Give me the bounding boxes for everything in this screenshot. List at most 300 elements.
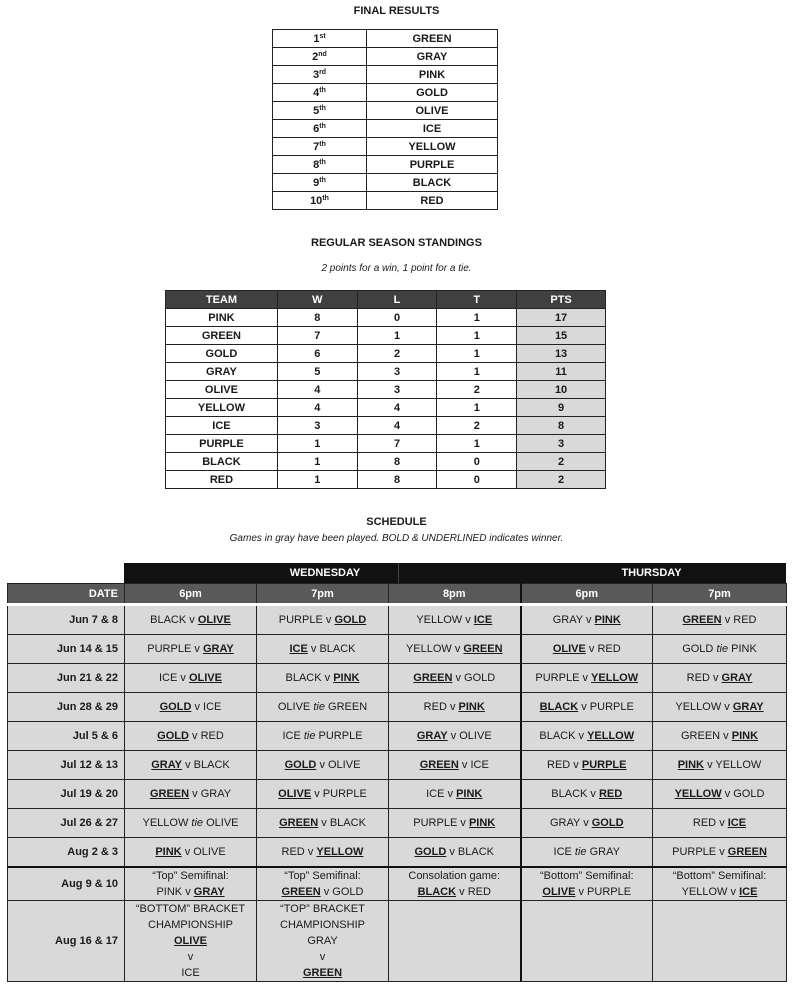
versus: tie: [574, 846, 587, 858]
team-b: GOLD: [334, 614, 367, 626]
versus: v: [194, 701, 200, 713]
versus: v: [578, 730, 584, 742]
standings-cell: 1: [277, 453, 357, 471]
game-cell: [653, 780, 787, 809]
matchup: [257, 844, 388, 860]
versus: v: [581, 701, 587, 713]
standings-header-pts: PTS: [517, 291, 606, 309]
team-a: GREEN: [413, 672, 453, 684]
team-cell: GOLD: [367, 84, 498, 102]
team-b: RED: [200, 730, 224, 742]
team-b: PINK: [594, 614, 621, 626]
schedule-note: Games in gray have been played. BOLD & UNDERLINED indicates winner.: [229, 533, 564, 544]
team-a: OLIVE: [173, 935, 207, 947]
team-a: BLACK: [551, 788, 588, 800]
matchup: [125, 844, 256, 860]
matchup: [389, 844, 520, 860]
game-cell: [389, 664, 521, 693]
matchup: [125, 884, 256, 900]
matchup: [125, 699, 256, 715]
versus: v: [460, 817, 466, 829]
schedule-row: [8, 751, 787, 780]
standings-cell: 1: [277, 435, 357, 453]
versus: v: [449, 846, 455, 858]
place-cell: [273, 84, 367, 102]
standings-cell: YELLOW: [166, 399, 278, 417]
game-cell: [257, 722, 389, 751]
team-a: GRAY: [416, 730, 448, 742]
standings-header-t: T: [437, 291, 517, 309]
matchup: [389, 728, 520, 744]
team-b: BLACK: [457, 846, 494, 858]
game-cell: [257, 838, 389, 868]
standings-cell: GREEN: [166, 327, 278, 345]
team-a: GREEN: [149, 788, 190, 800]
matchup: [653, 612, 786, 628]
day-label-wednesday: WEDNESDAY: [289, 567, 361, 579]
game-label-2: CHAMPIONSHIP: [148, 919, 233, 931]
standings-cell: 1: [437, 363, 517, 381]
place-suffix: th: [319, 86, 326, 94]
standings-cell: 0: [437, 453, 517, 471]
standings-row: [166, 435, 606, 453]
versus: v: [321, 817, 327, 829]
team-a: YELLOW: [675, 701, 722, 713]
versus: v: [319, 759, 325, 771]
team-a: BLACK: [285, 672, 322, 684]
team-a: YELLOW: [142, 817, 189, 829]
team-b: PINK: [731, 643, 757, 655]
team-a: BLACK: [539, 701, 579, 713]
team-b: RED: [733, 614, 757, 626]
team-b: GREEN: [727, 846, 767, 858]
team-a: GRAY: [307, 935, 338, 947]
team-a: PURPLE: [535, 672, 580, 684]
team-b: YELLOW: [591, 672, 639, 684]
game-cell: [653, 722, 787, 751]
standings-cell: 3: [517, 435, 606, 453]
game-cell: [125, 751, 257, 780]
schedule-date: Jul 5 & 6: [8, 722, 125, 751]
game-cell: [125, 635, 257, 664]
matchup: [522, 670, 653, 686]
game-cell: [521, 867, 653, 901]
team-a: OLIVE: [552, 643, 586, 655]
schedule-date: Aug 16 & 17: [8, 901, 125, 982]
schedule-date: Jun 7 & 8: [8, 605, 125, 635]
game-cell: [653, 751, 787, 780]
matchup: [257, 670, 388, 686]
standings-header-team: TEAM: [166, 291, 278, 309]
game-cell: [521, 605, 653, 635]
game-cell: [125, 780, 257, 809]
versus: v: [180, 672, 186, 684]
team-a: PINK: [155, 846, 182, 858]
team-b: PINK: [333, 672, 360, 684]
team-a: PURPLE: [278, 614, 323, 626]
standings-cell: 13: [517, 345, 606, 363]
standings-cell: 1: [277, 471, 357, 489]
team-b: GOLD: [332, 886, 364, 898]
matchup: [389, 612, 520, 628]
final-results-row: [273, 30, 498, 48]
standings-header-l: L: [357, 291, 437, 309]
game-cell: [257, 664, 389, 693]
schedule-date: Jun 21 & 22: [8, 664, 125, 693]
game-cell: [653, 838, 787, 868]
versus: v: [585, 614, 592, 626]
standings-cell: 4: [357, 399, 437, 417]
matchup: [522, 699, 653, 715]
matchup: [257, 612, 388, 628]
team-b: PINK: [458, 701, 485, 713]
team-a: OLIVE: [278, 788, 312, 800]
team-b: ICE: [181, 967, 200, 979]
matchup: [125, 641, 256, 657]
versus: v: [192, 788, 198, 800]
matchup: [653, 844, 786, 860]
game-label: “Bottom” Semifinal:: [672, 870, 767, 882]
matchup: [257, 728, 388, 744]
game-label: “Top” Semifinal:: [152, 870, 229, 882]
matchup: [257, 815, 388, 831]
final-results-title: FINAL RESULTS: [353, 5, 440, 17]
schedule-date: Jun 28 & 29: [8, 693, 125, 722]
team-a: ICE: [426, 788, 445, 800]
place-number: 3: [312, 68, 320, 81]
standings-title: REGULAR SEASON STANDINGS: [311, 237, 482, 249]
game-cell: [653, 664, 787, 693]
team-cell: GRAY: [367, 48, 498, 66]
team-b: ICE: [473, 614, 493, 626]
standings-cell: 15: [517, 327, 606, 345]
standings-cell: PURPLE: [166, 435, 278, 453]
standings-cell: 2: [437, 417, 517, 435]
team-a: RED: [423, 701, 447, 713]
team-b: BLACK: [329, 817, 366, 829]
place-number: 8: [313, 158, 320, 171]
team-b: BLACK: [193, 759, 230, 771]
place-cell: [273, 156, 367, 174]
team-a: GREEN: [281, 886, 321, 898]
game-label: “Bottom” Semifinal:: [539, 870, 634, 882]
team-b: YELLOW: [715, 759, 762, 771]
team-b: OLIVE: [459, 730, 492, 742]
team-b: RED: [597, 643, 621, 655]
versus: v: [590, 788, 596, 800]
team-a: GREEN: [682, 614, 722, 626]
place-suffix: th: [319, 158, 326, 166]
schedule-date: Jul 19 & 20: [8, 780, 125, 809]
standings-cell: 8: [357, 471, 437, 489]
versus: v: [730, 886, 736, 898]
place-number: 9: [313, 176, 320, 189]
team-a: ICE: [289, 643, 308, 655]
matchup: [653, 786, 786, 802]
team-b: GRAY: [193, 886, 225, 898]
schedule-col-header: 6pm: [521, 584, 653, 605]
standings-cell: 7: [357, 435, 437, 453]
matchup: [653, 699, 786, 715]
versus: v: [310, 643, 317, 655]
place-cell: [273, 174, 367, 192]
standings-cell: 1: [437, 399, 517, 417]
matchup: [522, 757, 653, 773]
game-cell: [125, 722, 257, 751]
game-cell: [389, 605, 521, 635]
game-cell: [521, 693, 653, 722]
game-cell: [257, 901, 389, 982]
team-b: GOLD: [464, 672, 496, 684]
team-b: GREEN: [302, 967, 343, 979]
standings-row: [166, 471, 606, 489]
place-number: 2: [312, 50, 319, 63]
team-a: RED: [547, 759, 571, 771]
standings-cell: 1: [437, 327, 517, 345]
team-b: PURPLE: [589, 701, 634, 713]
team-a: YELLOW: [416, 614, 463, 626]
game-label: “Top” Semifinal:: [284, 870, 361, 882]
standings-row: [166, 399, 606, 417]
standings-cell: 8: [357, 453, 437, 471]
matchup: [257, 786, 388, 802]
standings-cell: GOLD: [166, 345, 278, 363]
matchup: [653, 728, 786, 744]
versus: v: [573, 759, 579, 771]
versus: v: [323, 886, 330, 898]
final-results-row: [273, 120, 498, 138]
versus: v: [582, 672, 588, 684]
team-a: GRAY: [151, 759, 183, 771]
standings-row: [166, 309, 606, 327]
team-a: YELLOW: [674, 788, 722, 800]
final-results-row: [273, 138, 498, 156]
matchup: [522, 786, 653, 802]
matchup: [522, 641, 653, 657]
game-label: Consolation game:: [408, 870, 501, 882]
team-cell: RED: [367, 192, 498, 210]
team-a: OLIVE: [542, 886, 576, 898]
versus: v: [724, 788, 731, 800]
matchup: [522, 884, 653, 900]
team-cell: BLACK: [367, 174, 498, 192]
matchup: [653, 641, 786, 657]
game-cell: [125, 809, 257, 838]
team-a: RED: [281, 846, 305, 858]
schedule-row: [8, 809, 787, 838]
team-b: YELLOW: [316, 846, 364, 858]
standings-cell: ICE: [166, 417, 278, 435]
matchup: [522, 612, 653, 628]
day-header-thursday: [399, 563, 786, 583]
team-a: RED: [692, 817, 717, 829]
matchup: [522, 728, 653, 744]
schedule-day-header: [124, 563, 786, 583]
standings-cell: 1: [357, 327, 437, 345]
team-b: OLIVE: [328, 759, 361, 771]
standings-cell: 7: [277, 327, 357, 345]
standings-cell: 10: [517, 381, 606, 399]
team-b: PURPLE: [581, 759, 627, 771]
final-results-row: [273, 66, 498, 84]
matchup: [125, 786, 256, 802]
game-cell: [389, 693, 521, 722]
game-cell: [521, 664, 653, 693]
place-number: 5: [313, 104, 320, 117]
matchup: [653, 815, 786, 831]
place-suffix: st: [319, 32, 326, 40]
versus: v: [187, 951, 194, 963]
game-cell: [521, 751, 653, 780]
versus: v: [461, 759, 468, 771]
standings-cell: 0: [357, 309, 437, 327]
game-cell: [653, 635, 787, 664]
place-number: 10: [310, 194, 323, 207]
game-label: “BOTTOM” BRACKET: [135, 903, 246, 915]
standings-note: 2 points for a win, 1 point for a tie.: [321, 263, 472, 274]
game-cell: [653, 693, 787, 722]
standings-cell: 3: [357, 381, 437, 399]
matchup: [653, 670, 786, 686]
matchup: [389, 699, 520, 715]
game-cell: [257, 693, 389, 722]
schedule-date: Jul 12 & 13: [8, 751, 125, 780]
schedule-col-header: 6pm: [125, 584, 257, 605]
matchup: [389, 757, 520, 773]
schedule-row: [8, 722, 787, 751]
final-results-row: [273, 192, 498, 210]
game-cell: [653, 809, 787, 838]
standings-row: [166, 363, 606, 381]
matchup: [125, 757, 256, 773]
team-a: GOLD: [414, 846, 447, 858]
matchup: [389, 884, 520, 900]
day-header-wednesday: [124, 563, 399, 583]
matchup: [257, 699, 388, 715]
place-suffix: th: [319, 104, 326, 112]
team-b: OLIVE: [206, 817, 239, 829]
place-number: 4: [313, 86, 320, 99]
standings-cell: 0: [437, 471, 517, 489]
final-results-row: [273, 156, 498, 174]
schedule-table: [7, 583, 787, 982]
standings-cell: 8: [277, 309, 357, 327]
schedule-row: [8, 780, 787, 809]
game-cell: [389, 838, 521, 868]
place-cell: [273, 102, 367, 120]
team-b: GRAY: [589, 846, 620, 858]
matchup: [522, 844, 653, 860]
place-suffix: th: [319, 122, 326, 130]
versus: tie: [303, 730, 316, 742]
team-a: PURPLE: [672, 846, 717, 858]
team-a: GRAY: [552, 614, 583, 626]
final-results-row: [273, 174, 498, 192]
team-b: GRAY: [732, 701, 764, 713]
team-a: GREEN: [279, 817, 319, 829]
versus: tie: [191, 817, 204, 829]
game-cell: [389, 635, 521, 664]
team-b: OLIVE: [197, 614, 231, 626]
standings-cell: 5: [277, 363, 357, 381]
versus: v: [450, 730, 457, 742]
schedule-col-header: 8pm: [389, 584, 521, 605]
matchup: [653, 884, 786, 900]
game-label-2: CHAMPIONSHIP: [280, 919, 365, 931]
versus: v: [319, 951, 326, 963]
final-results-row: [273, 48, 498, 66]
versus: v: [465, 614, 471, 626]
game-cell: [389, 722, 521, 751]
team-a: GOLD: [284, 759, 317, 771]
standings-row: [166, 327, 606, 345]
versus: v: [447, 788, 454, 800]
team-a: ICE: [553, 846, 572, 858]
team-b: PURPLE: [587, 886, 632, 898]
team-a: GOLD: [682, 643, 714, 655]
versus: v: [724, 614, 731, 626]
place-cell: [273, 66, 367, 84]
game-cell: [389, 780, 521, 809]
team-a: BLACK: [150, 614, 187, 626]
schedule-col-header: 7pm: [653, 584, 787, 605]
standings-cell: 1: [437, 345, 517, 363]
team-b: RED: [598, 788, 623, 800]
team-b: ICE: [727, 817, 747, 829]
versus: v: [719, 817, 725, 829]
game-cell: [257, 809, 389, 838]
game-cell: [653, 605, 787, 635]
matchup: [257, 884, 388, 900]
versus: tie: [716, 643, 729, 655]
game-cell: [257, 780, 389, 809]
place-number: 7: [313, 140, 320, 153]
team-a: GOLD: [157, 730, 189, 742]
game-cell: [389, 751, 521, 780]
game-cell: [521, 809, 653, 838]
versus: v: [578, 886, 584, 898]
matchup: [653, 757, 786, 773]
place-number: 6: [313, 122, 320, 135]
versus: v: [454, 643, 461, 655]
schedule-row: [8, 901, 787, 982]
final-results-table: [272, 29, 498, 210]
matchup: [125, 815, 256, 831]
day-label-thursday: THURSDAY: [621, 567, 682, 579]
schedule-row: [8, 605, 787, 635]
standings-cell: 9: [517, 399, 606, 417]
team-cell: YELLOW: [367, 138, 498, 156]
team-a: GREEN: [419, 759, 459, 771]
team-a: PURPLE: [147, 643, 192, 655]
team-b: GREEN: [463, 643, 503, 655]
team-b: PINK: [468, 817, 496, 829]
matchup: [389, 815, 520, 831]
game-cell: [521, 635, 653, 664]
standings-cell: 6: [277, 345, 357, 363]
place-number: 1: [313, 32, 320, 45]
versus: v: [455, 672, 461, 684]
standings-row: [166, 345, 606, 363]
team-cell: GREEN: [367, 30, 498, 48]
team-a: GREEN: [680, 730, 721, 742]
team-b: PURPLE: [318, 730, 363, 742]
standings-row: [166, 453, 606, 471]
schedule-title: SCHEDULE: [366, 516, 427, 528]
team-b: RED: [467, 886, 491, 898]
standings-row: [166, 417, 606, 435]
team-b: OLIVE: [188, 672, 222, 684]
